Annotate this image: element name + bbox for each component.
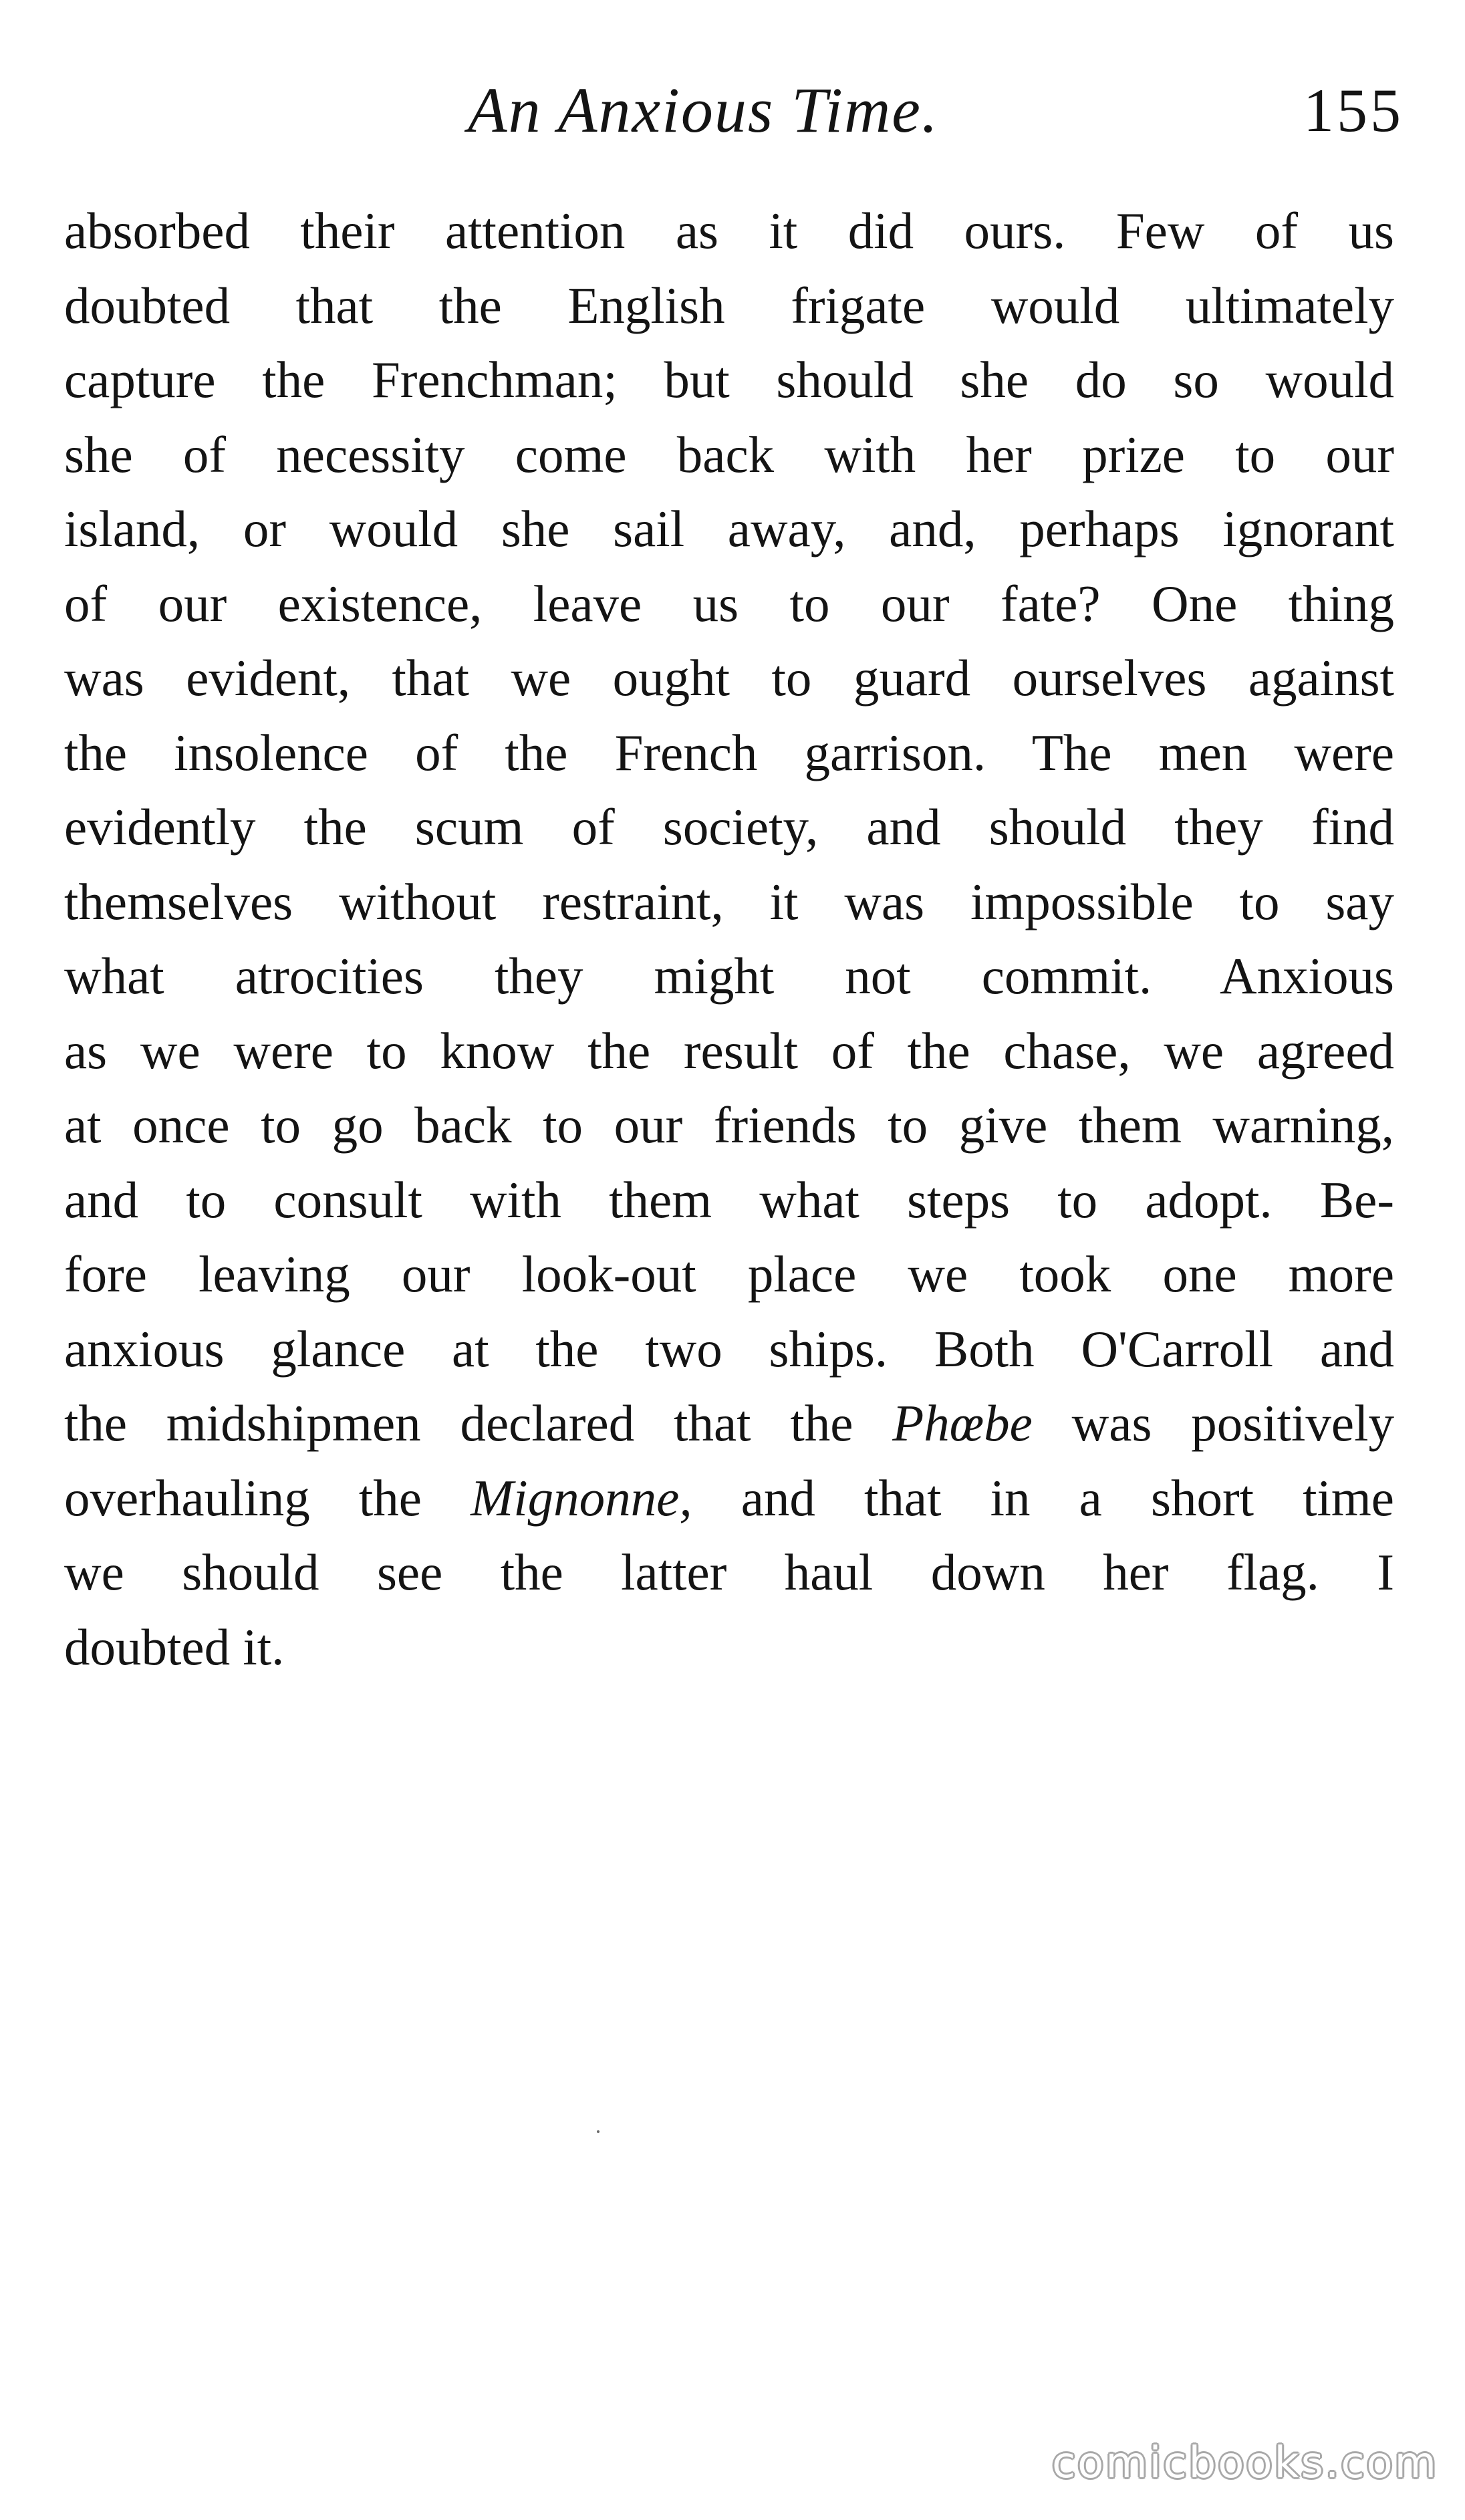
text-line: as we were to know the result of the chase, we agreed bbox=[64, 1021, 1394, 1080]
text-line: we should see the latter haul down her flag. I bbox=[64, 1543, 1394, 1601]
text-line: doubted that the English frigate would ultimately bbox=[64, 276, 1394, 334]
text-line: of our existence, leave us to our fate? One thing bbox=[64, 574, 1394, 632]
text-line-last: doubted it. bbox=[64, 1618, 285, 1676]
text-line: absorbed their attention as it did ours. Few of us bbox=[64, 202, 1394, 259]
text-line: the insolence of the French garrison. The men were bbox=[64, 723, 1394, 781]
ink-speck bbox=[597, 2130, 600, 2133]
text-segment: and that in a short time bbox=[692, 1469, 1394, 1527]
running-title: An Anxious Time. bbox=[468, 74, 939, 146]
text-line: evidently the scum of society, and should they find bbox=[64, 798, 1394, 856]
text-segment: overhauling the bbox=[64, 1469, 471, 1527]
text-line bbox=[64, 1386, 1394, 1461]
text-line: what atrocities they might not commit. Anxious bbox=[64, 947, 1394, 1005]
text-line: anxious glance at the two ships. Both O'Carroll and bbox=[64, 1319, 1394, 1378]
page-number: 155 bbox=[1303, 76, 1404, 144]
text-line: she of necessity come back with her prize to our bbox=[64, 425, 1394, 483]
text-line: was evident, that we ought to guard ourselves against bbox=[64, 649, 1394, 707]
text-line: island, or would she sail away, and, perhaps ignorant bbox=[64, 500, 1394, 557]
text-line: at once to go back to our friends to give them warning, bbox=[64, 1096, 1394, 1154]
ship-name-phoebe: Phœbe bbox=[892, 1394, 1033, 1452]
ship-name-mignonne: Mignonne, bbox=[471, 1469, 692, 1527]
running-head bbox=[0, 67, 1465, 154]
text-line: capture the Frenchman; but should she do so would bbox=[64, 351, 1394, 408]
text-line: themselves without restraint, it was impossible to say bbox=[64, 872, 1394, 930]
watermark: comicbooks.com bbox=[1051, 2438, 1438, 2488]
text-line: and to consult with them what steps to adopt. Be- bbox=[64, 1170, 1394, 1229]
text-line: fore leaving our look-out place we took one more bbox=[64, 1245, 1394, 1303]
text-line bbox=[64, 1461, 1394, 1536]
body-paragraph bbox=[64, 194, 1394, 1684]
text-segment: the midshipmen declared that the bbox=[64, 1394, 893, 1452]
text-segment: was positively bbox=[1032, 1394, 1394, 1452]
